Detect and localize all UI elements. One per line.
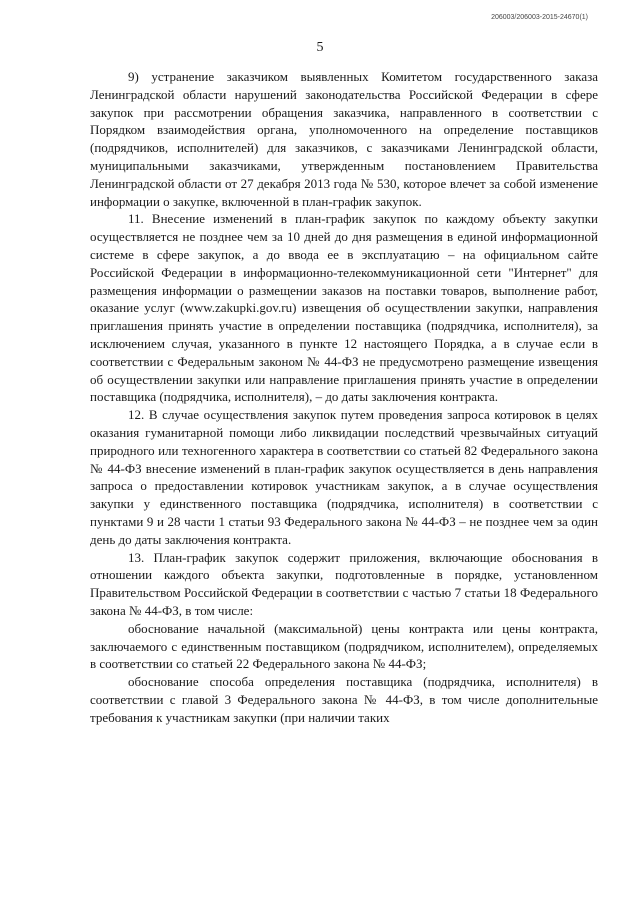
- document-body: [90, 68, 598, 726]
- paragraph-9: 9) устранение заказчиком выявленных Комитетом государственного заказа Ленинградской области нарушений законодательства Российской Федерации в сфере закупок при рассмотрении обращения заказчика, направленного в соответствии с Порядком взаимодействия органа, уполномоченного на определение поставщиков (подрядчиков, исполнителей) для заказчиков, с заказчиками Ленинградской области, муниципальными заказчиками, утвержденным постановлением Правительства Ленинградской области от 27 декабря 2013 года № 530, которое влечет за собой изменение информации о закупке, включенной в план-график закупок.: [90, 69, 598, 209]
- paragraph-11: 11. Внесение изменений в план-график закупок по каждому объекту закупки осуществляется не позднее чем за 10 дней до дня размещения в единой информационной системе в сфере закупок, а до ввода ее в эксплуатацию – на официальном сайте Российской Федерации в информационно-телекоммуникационной сети "Интернет" для размещения информации о размещении заказов на поставки товаров, выполнение работ, оказание услуг (www.zakupki.gov.ru) извещения об осуществлении закупки, направления приглашения принять участие в определении поставщика (подрядчика, исполнителя), за исключением случая, указанного в пункте 12 настоящего Порядка, а в случае если в соответствии с Федеральным законом № 44-ФЗ не предусмотрено размещение извещения об осуществлении закупки или направление приглашения принять участие в определении поставщика (подрядчика, исполнителя), – до даты заключения контракта.: [90, 211, 598, 405]
- paragraph-12: 12. В случае осуществления закупок путем проведения запроса котировок в целях оказания гуманитарной помощи либо ликвидации последствий чрезвычайных ситуаций природного или техногенного характера в соответствии со статьей 82 Федерального закона № 44-ФЗ внесение изменений в план-график закупок осуществляется в день направления запроса о предоставлении котировок участникам закупок, а в случае осуществления закупки у единственного поставщика (подрядчика, исполнителя) в соответствии с пунктами 9 и 28 части 1 статьи 93 Федерального закона № 44-ФЗ – не позднее чем за один день до даты заключения контракта.: [90, 407, 598, 547]
- document-id: 206003/206003-2015-24670(1): [491, 14, 588, 21]
- paragraph-13-price-justification: обоснование начальной (максимальной) цены контракта или цены контракта, заключаемого с единственным поставщиком (подрядчиком, исполнителем), определяемых в соответствии со статьей 22 Федерального закона № 44-ФЗ;: [90, 620, 598, 672]
- paragraph-13-method-justification: обоснование способа определения поставщика (подрядчика, исполнителя) в соответствии с главой 3 Федерального закона № 44-ФЗ, в том числе дополнительные требования к участникам закупки (при наличии таких: [90, 674, 598, 725]
- page-number: 5: [316, 40, 324, 55]
- paragraph-13: 13. План-график закупок содержит приложения, включающие обоснования в отношении каждого объекта закупки, подготовленные в порядке, установленном Правительством Российской Федерации в соответствии с частью 7 статьи 18 Федерального закона № 44-ФЗ, в том числе:: [90, 549, 598, 618]
